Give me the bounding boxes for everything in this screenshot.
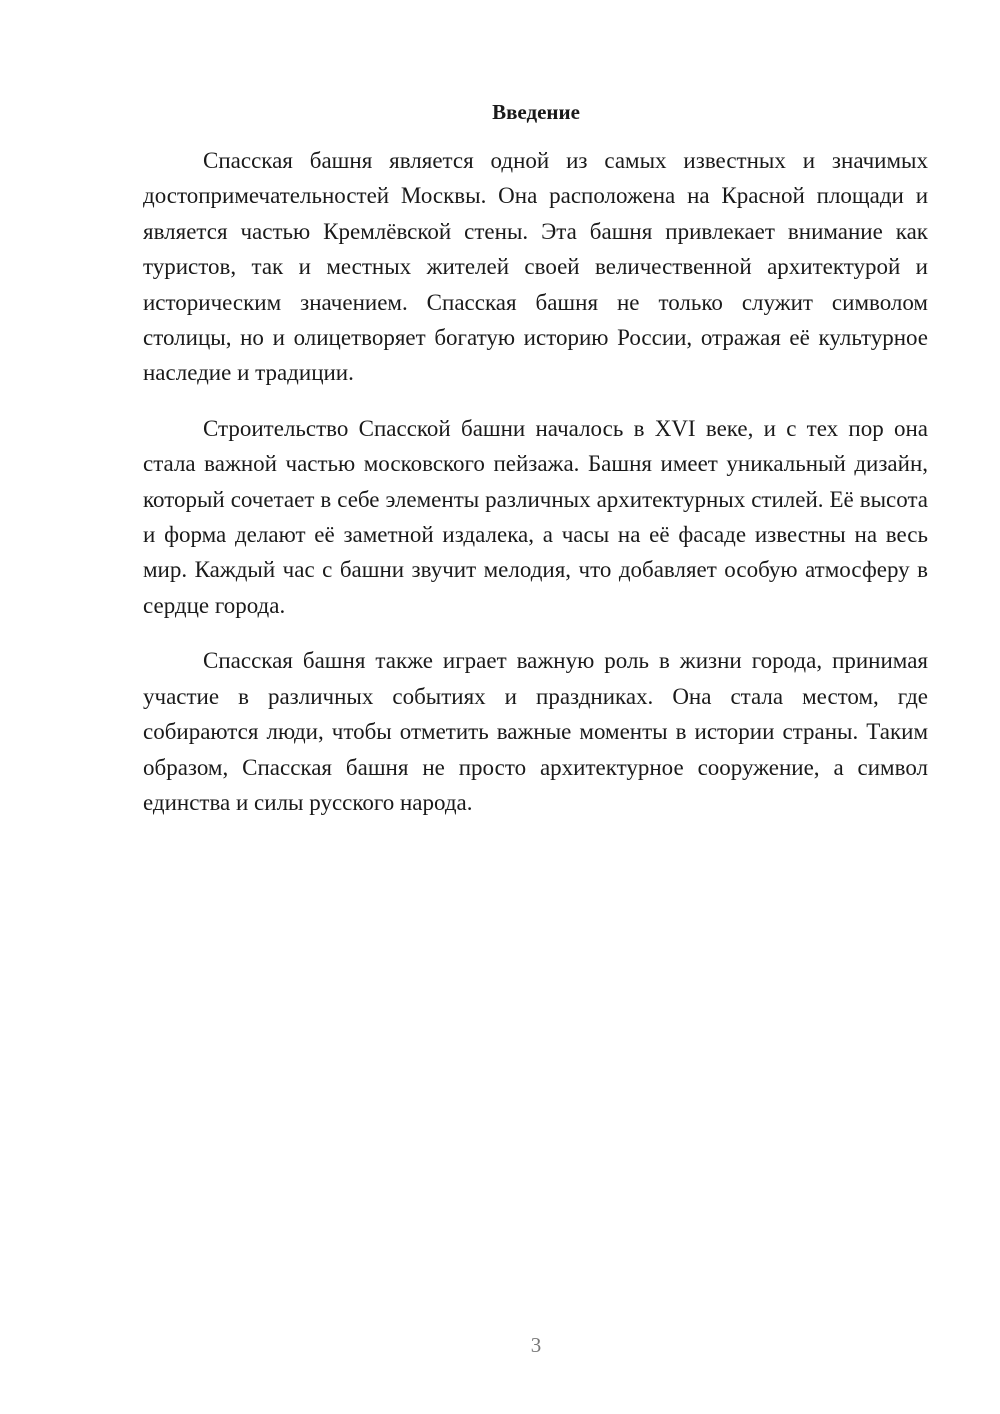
body-text [143,143,928,840]
page-number: 3 [530,1333,542,1357]
page-title: Введение [492,100,580,124]
paragraph-3: Спасская башня также играет важную роль в жизни города, принимая участие в различных событиях и праздниках. Она стала местом, где собираются люди, чтобы отметить важные моменты в истории страны. Таким образом, Спасская башня не просто архитектурное сооружение, а символ единства и силы русского народа. [143,648,928,815]
paragraph-2: Строительство Спасской башни началось в XVI веке, и с тех пор она стала важной частью московского пейзажа. Башня имеет уникальный дизайн, который сочетает в себе элементы различных архитектурных стилей. Её высота и форма делают её заметной издалека, а часы на её фасаде известны на весь мир. Каждый час с башни звучит мелодия, что добавляет особую атмосферу в сердце города. [143,415,928,618]
paragraph-1: Спасская башня является одной из самых известных и значимых достопримечательностей Москвы. Она расположена на Красной площади и является частью Кремлёвской стены. Эта башня привлекает внимание как туристов, так и местных жителей своей величественной архитектурой и историческим значением. Спасская башня не только служит символом столицы, но и олицетворяет богатую историю России, отражая её культурное наследие и традиции. [143,148,928,386]
